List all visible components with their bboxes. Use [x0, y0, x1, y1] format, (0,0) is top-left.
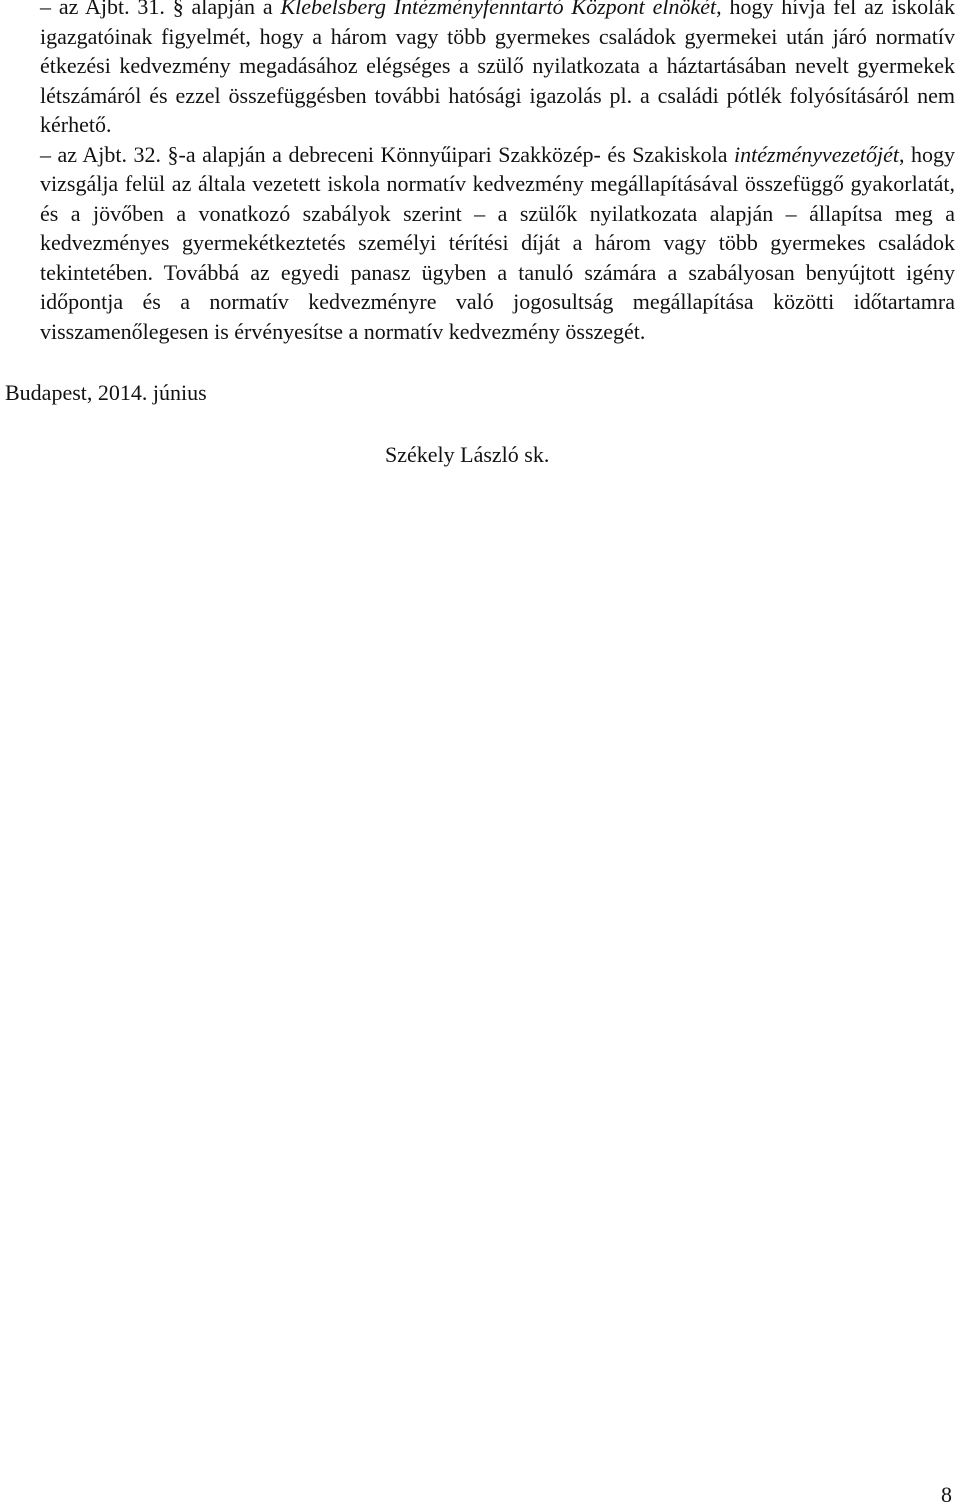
paragraph-2-rest: , hogy vizsgálja felül az általa vezetett iskola normatív kedvezmény megállapításával összefüggő gyakorlatát, és a jövőben a vonatkozó szabályok szerint – a szülők nyilatkozata alapján – állapítsa meg a kedvezményes gyermekétkeztetés személyi térítési díját a három vagy több gyermekes családok tekintetében. Továbbá az egyedi panasz ügyben a tanuló számára a szabályosan benyújtott igény időpontja és a normatív kedvezményre való jogosultság megállapítása közötti időtartamra visszamenőlegesen is érvényesítse a normatív kedvezmény összegét. [40, 141, 956, 344]
place-date: Budapest, 2014. június [5, 380, 207, 405]
recommendation-paragraph-1 [5, 0, 955, 140]
page-number: 8 [941, 1481, 952, 1507]
spacer [5, 408, 955, 440]
signature: Székely László sk. [385, 441, 550, 467]
paragraph-2-emphasis: intézményvezetőjét [734, 141, 899, 167]
paragraph-2-lead: – az Ajbt. 32. §-a alapján a debreceni Könnyűipari Szakközép- és Szakiskola [40, 141, 735, 167]
paragraph-1-rest: , hogy hívja fel az iskolák igazgatóinak figyelmét, hogy a három vagy több gyermekes családok gyermekei után járó normatív étkezési kedvezmény megadásához elégséges a szülő nyilatkozata a háztartásában nevelt gyermekek létszámáról és ezzel összefüggésben további hatósági igazolás pl. a családi pótlék folyósításáról nem kérhető. [40, 0, 955, 137]
paragraph-1-lead: – az Ajbt. 31. § alapján a [40, 0, 281, 19]
document-page [5, 0, 955, 469]
paragraph-1-emphasis: Klebelsberg Intézményfenntartó Központ elnökét [280, 0, 717, 19]
recommendation-paragraph-2 [5, 140, 955, 347]
spacer [5, 346, 955, 378]
